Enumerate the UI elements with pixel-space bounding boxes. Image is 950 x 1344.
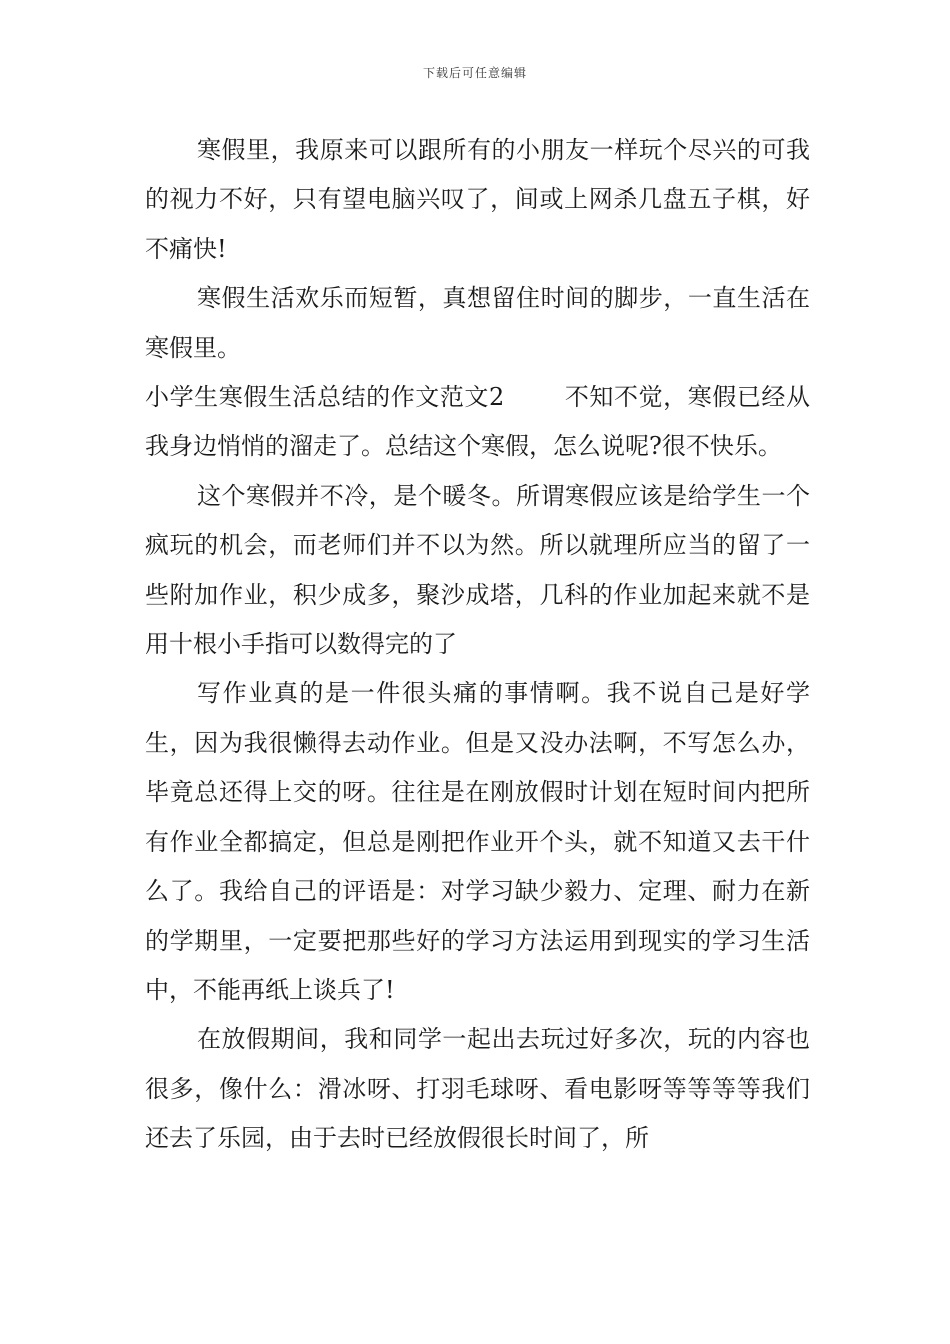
- document-body: [145, 126, 810, 1164]
- paragraph-5: 写作业真的是一件很头痛的事情啊。我不说自己是好学生，因为我很懒得去动作业。但是又没办法啊，不写怎么办，毕竟总还得上交的呀。往往是在刚放假时计划在短时间内把所有作业全都搞定，但总是刚把作业开个头，就不知道又去干什么了。我给自己的评语是：对学习缺少毅力、定理、耐力在新的学期里，一定要把那些好的学习方法运用到现实的学习生活中，不能再纸上谈兵了!: [145, 679, 810, 1004]
- paragraph-3: [145, 373, 810, 472]
- page-header: 下载后可任意编辑: [422, 66, 527, 80]
- paragraph-2: 寒假生活欢乐而短暂，真想留住时间的脚步，一直生活在寒假里。: [145, 284, 810, 362]
- essay-title: 小学生寒假生活总结的作文范文2: [145, 383, 505, 412]
- paragraph-6: 在放假期间，我和同学一起出去玩过好多次，玩的内容也很多，像什么：滑冰呀、打羽毛球呀、看电影呀等等等等我们还去了乐园，由于去时已经放假很长时间了，所: [145, 1025, 810, 1153]
- paragraph-4: 这个寒假并不冷，是个暖冬。所谓寒假应该是给学生一个疯玩的机会，而老师们并不以为然。所以就理所应当的留了一些附加作业，积少成多，聚沙成塔，几科的作业加起来就不是用十根小手指可以数得完的了: [145, 481, 810, 659]
- paragraph-1: 寒假里，我原来可以跟所有的小朋友一样玩个尽兴的可我的视力不好，只有望电脑兴叹了，间或上网杀几盘五子棋，好不痛快!: [145, 136, 810, 263]
- paragraph-3-text: 不知不觉，寒假已经从我身边悄悄的溜走了。总结这个寒假，怎么说呢?很不快乐。: [145, 383, 810, 461]
